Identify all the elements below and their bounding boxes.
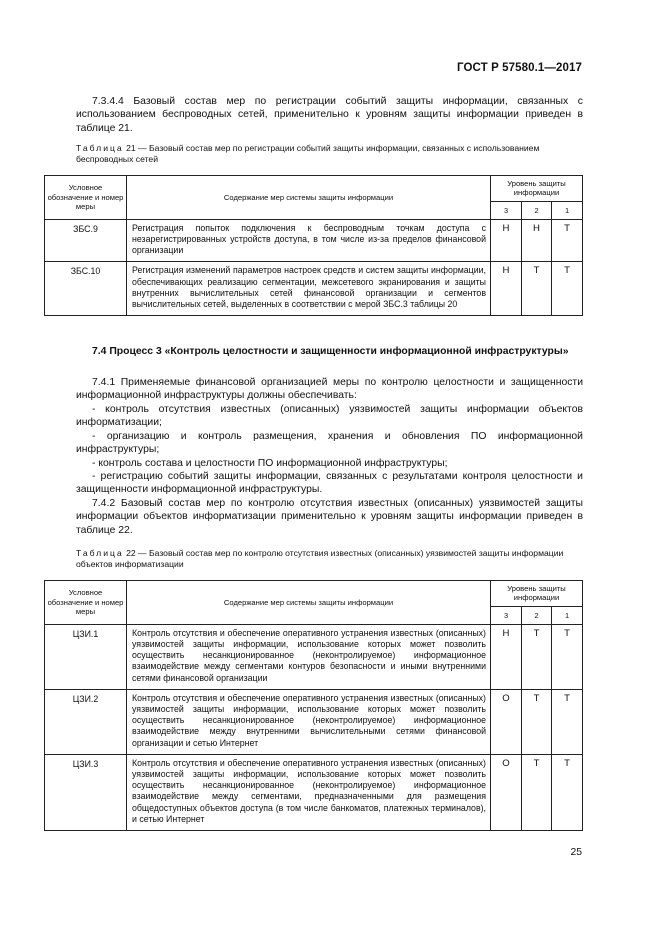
table-row — [45, 754, 583, 830]
measure-code: ЗБС.9 — [45, 219, 127, 262]
header-code: Условное обозначение и номер меры — [45, 176, 127, 220]
level-1-value: Т — [552, 624, 583, 689]
bullet-item: - регистрацию событий защиты информации, связанных с результатами контроля целостности и защищенности информационной инфраструктуры. — [76, 471, 583, 496]
header-content: Содержание мер системы защиты информации — [127, 176, 491, 220]
header-level-3: 3 — [491, 201, 522, 219]
header-level: Уровень защиты информации — [491, 176, 583, 202]
table-22-caption — [76, 548, 583, 571]
header-code: Условное обозначение и номер меры — [45, 581, 127, 625]
header-level-1: 1 — [552, 606, 583, 624]
paragraph-7-4-1: 7.4.1 Применяемые финансовой организацией меры по контролю целостности и защищенности информационной инфраструктуры должны обеспечивать: — [76, 377, 583, 402]
measure-content: Регистрация изменений параметров настроек средств и систем защиты информации, обеспечивающих реализацию сегментации, межсетевого экранирования и защиты внутренних вычислительных сетей финансовой организации и сегментов вычислительных сетей, выделенных в соответствии с мерой ЗБС.3 таблицы 20 — [127, 262, 491, 316]
header-level-1: 1 — [552, 201, 583, 219]
table-21 — [44, 175, 583, 316]
measure-content: Контроль отсутствия и обеспечение оперативного устранения известных (описанных) уязвимостей защиты информации, использование которых может позволить осуществить несанкционированное (неконтролируемое) информационное взаимодействие между внутренними вычислительными сетями финансовой организации и сетью Интернет — [127, 689, 491, 754]
level-2-value: Н — [522, 219, 552, 262]
table-header-row — [45, 581, 583, 607]
level-1-value: Т — [552, 219, 583, 262]
table-22-caption-label: Таблица — [76, 548, 124, 558]
table-21-caption — [76, 143, 583, 166]
header-level-2: 2 — [522, 606, 552, 624]
page-number: 25 — [570, 847, 582, 858]
level-3-value: Н — [491, 219, 522, 262]
paragraph-7-4-2: 7.4.2 Базовый состав мер по контролю отсутствия известных (описанных) уязвимостей защиты информации объектов информатизации применительно к уровням защиты информации приведен в таблице 22. — [76, 498, 583, 536]
table-22 — [44, 580, 583, 831]
level-2-value: Т — [522, 754, 552, 830]
document-id-header: ГОСТ Р 57580.1—2017 — [457, 62, 582, 74]
table-header-row — [45, 176, 583, 202]
level-3-value: Н — [491, 262, 522, 316]
paragraph-7-3-4-4: 7.3.4.4 Базовый состав мер по регистрации событий защиты информации, связанных с использованием беспроводных сетей, применительно к уровням защиты информации приведен в таблице 21. — [76, 96, 583, 134]
header-level-2: 2 — [522, 201, 552, 219]
measure-content: Регистрация попыток подключения к беспроводным точкам доступа с незарегистрированных устройств доступа, в том числе из-за пределов финансовой организации — [127, 219, 491, 262]
table-21-caption-label: Таблица — [76, 143, 124, 153]
table-21-caption-text: 21 — Базовый состав мер по регистрации событий защиты информации, связанных с использованием беспроводных сетей — [76, 143, 540, 165]
table-row — [45, 689, 583, 754]
level-2-value: Т — [522, 689, 552, 754]
level-3-value: О — [491, 689, 522, 754]
table-22-caption-text: 22 — Базовый состав мер по контролю отсутствия известных (описанных) уязвимостей защиты информации объектов информатизации — [76, 548, 564, 570]
level-3-value: Н — [491, 624, 522, 689]
bullet-item: - контроль отсутствия известных (описанных) уязвимостей защиты информации объектов информатизации; — [76, 404, 583, 429]
measure-content: Контроль отсутствия и обеспечение оперативного устранения известных (описанных) уязвимостей защиты информации, использование которых может позволить осуществить несанкционированное (неконтролируемое) информационное взаимодействие между сегментами, предназначенными для размещения общедоступных объектов доступа (в том числе банкоматов, платежных терминалов), и сетью Интернет — [127, 754, 491, 830]
level-3-value: О — [491, 754, 522, 830]
header-level-3: 3 — [491, 606, 522, 624]
level-1-value: Т — [552, 262, 583, 316]
level-1-value: Т — [552, 754, 583, 830]
bullet-item: - контроль состава и целостности ПО информационной инфраструктуры; — [92, 458, 448, 469]
bullet-item: - организацию и контроль размещения, хранения и обновления ПО информационной инфраструктуры; — [76, 431, 583, 456]
measure-code: ЦЗИ.3 — [45, 754, 127, 830]
section-7-4-title: 7.4 Процесс 3 «Контроль целостности и защищенности информационной инфраструктуры» — [92, 346, 569, 357]
header-content: Содержание мер системы защиты информации — [127, 581, 491, 625]
measure-code: ЦЗИ.1 — [45, 624, 127, 689]
level-2-value: Т — [522, 624, 552, 689]
measure-content: Контроль отсутствия и обеспечение оперативного устранения известных (описанных) уязвимостей защиты информации, использование которых может позволить осуществить несанкционированное (неконтролируемое) информационное взаимодействие между сегментами контуров безопасности и иными внутренними сетями финансовой организации — [127, 624, 491, 689]
table-row — [45, 262, 583, 316]
level-1-value: Т — [552, 689, 583, 754]
header-level: Уровень защиты информации — [491, 581, 583, 607]
measure-code: ЦЗИ.2 — [45, 689, 127, 754]
table-row — [45, 624, 583, 689]
table-row — [45, 219, 583, 262]
level-2-value: Т — [522, 262, 552, 316]
measure-code: ЗБС.10 — [45, 262, 127, 316]
